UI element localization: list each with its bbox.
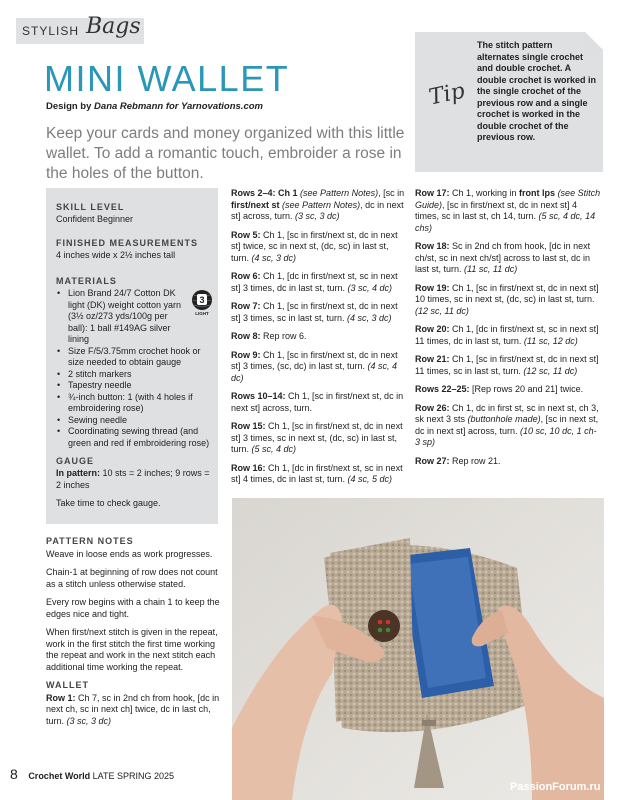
row-count: (3 sc, 3 dc) [66, 715, 112, 726]
instructions-column-3 [415, 188, 601, 474]
row-count: (4 sc, 3 dc) [347, 312, 392, 323]
pattern-notes-heading: PATTERN NOTES [46, 536, 134, 546]
row-label: Row 27: [415, 455, 450, 466]
issue-date: LATE SPRING 2025 [92, 771, 175, 781]
row-entry [231, 331, 407, 343]
row-count: (3 sc, 3 dc) [295, 211, 340, 221]
section-word: STYLISH [22, 24, 80, 38]
row-label: Row 9: [231, 349, 261, 360]
material-item: • ¾-inch button: 1 (with 4 holes if embroidering rose) [66, 392, 218, 415]
row-entry [415, 456, 601, 468]
row-entry [231, 463, 407, 486]
row-count: (12 sc, 11 dc) [415, 305, 469, 316]
row-entry [231, 271, 407, 294]
magazine-name: Crochet World [28, 771, 91, 781]
row-text: Sc in 2nd ch from hook, [dc in next ch/st, sc in next ch/st] across to last st, dc in last st, turn. [415, 241, 591, 274]
row-1 [46, 693, 221, 728]
row-entry [231, 230, 407, 265]
row-text: Ch 1, [dc in first/next st, sc in next st] 11 times, dc in last st, turn. [415, 324, 599, 346]
row-text: Rep row 21. [449, 455, 501, 466]
wallet-heading: WALLET [46, 680, 89, 690]
skill-level: Confident Beginner [56, 214, 134, 224]
row-text: Ch 1, [sc in first/next st, dc in next st] 3 times, sc in last st, turn. [231, 301, 398, 323]
row-note: (see Pattern Notes) [282, 199, 361, 210]
row-term: first/next st [231, 199, 280, 210]
row-count: (4 sc, 5 dc) [347, 474, 393, 484]
row-label: Rows 10–14: [231, 391, 286, 401]
yarn-weight-icon [188, 288, 216, 316]
pattern-notes [46, 536, 221, 734]
row-label: Row 26: [415, 402, 450, 413]
row-entry [415, 384, 601, 396]
row-text: Ch 1, working in [449, 188, 520, 198]
row-label: Row 21: [415, 354, 450, 364]
tip-label: Tip [426, 78, 468, 111]
gauge-value: 10 sts = 2 inches; 9 rows = 2 inches [56, 468, 210, 490]
row-label: Row 19: [415, 282, 450, 293]
byline-prefix: Design by [46, 101, 95, 112]
pattern-note: Chain-1 at beginning of row does not count as a stitch unless otherwise stated. [46, 567, 218, 589]
pattern-note: Every row begins with a chain 1 to keep the edges nice and tight. [46, 597, 220, 619]
row-note: (see Pattern Notes) [300, 188, 379, 198]
byline-designer: Dana Rebmann for Yarnovations.com [94, 101, 263, 112]
intro-text: Keep your cards and money organized with this little wallet. To add a romantic touch, embroider a rose in the holes of the button. [46, 125, 405, 182]
row-text: Ch 1, dc in first st, sc in next st, ch 3, sk next 3 sts [415, 402, 599, 424]
row-term: front lps [519, 188, 556, 198]
row-label: Row 1: [46, 692, 76, 703]
row-label: Row 17: [415, 188, 450, 198]
skill-level-heading: SKILL LEVEL [56, 202, 125, 212]
measurements-heading: FINISHED MEASUREMENTS [56, 238, 199, 248]
row-entry [231, 350, 407, 385]
row-entry [415, 241, 601, 276]
material-item: • Lion Brand 24/7 Cotton DK light (DK) weight cotton yarn (3½ oz/273 yds/100g per ball): 1 ball #149AG silver lining [66, 288, 186, 346]
gauge-note: Take time to check gauge. [56, 498, 161, 508]
row-entry [231, 188, 407, 223]
yarn-weight-number: 3 [199, 295, 205, 305]
wallet-illustration [232, 498, 604, 800]
gauge [56, 468, 212, 491]
row-label: Row 5: [231, 229, 261, 240]
section-tag [16, 14, 144, 44]
row-text: Rep row 6. [260, 331, 307, 341]
row-text: Ch 1, [sc in first/next st, dc in next st] across, turn. [231, 391, 404, 413]
material-item: • Sewing needle [66, 415, 216, 427]
row-text: , dc in next st] across, turn. [231, 199, 404, 221]
pattern-note: Weave in loose ends as work progresses. [46, 548, 213, 559]
row-entry [415, 403, 601, 449]
row-text: Ch 1, [sc in first/next st, dc in next st] twice, sc in next st, (dc, sc) in last st, turn. [231, 229, 398, 263]
material-item: • Size F/5/3.75mm crochet hook or size needed to obtain gauge [66, 346, 218, 369]
row-text: Ch 7, sc in 2nd ch from hook, [dc in next ch, sc in next ch] twice, dc in last ch, turn. [46, 692, 220, 726]
materials-heading: MATERIALS [56, 276, 117, 286]
watermark: PassionForum.ru [510, 781, 601, 793]
row-label: Row 15: [231, 421, 266, 431]
row-label: Rows 22–25: [415, 384, 470, 394]
row-text: Ch 1, [sc in first/next st, dc in next st] 3 times, sc in next st, (dc, sc) in last st, turn. [231, 421, 403, 454]
tip-text: The stitch pattern alternates single crochet and double crochet. A double crochet is worked in the single crochet of the previous row and a single crochet is worked in the double crochet of the previous row. [477, 40, 597, 142]
row-label: Row 7: [231, 301, 261, 311]
row-entry [415, 354, 601, 377]
row-text: Ch 1, [sc in first/next st, dc in next st] 11 times, sc in last st, turn. [415, 354, 599, 376]
material-item: • Tapestry needle [66, 380, 216, 392]
row-note: (see Stitch Guide) [415, 188, 601, 210]
wallet-photo [232, 498, 604, 800]
row-entry [415, 283, 601, 318]
row-label: Row 8: [231, 331, 261, 341]
row-label: Row 16: [231, 462, 266, 473]
row-count: (4 sc, 3 dc) [251, 252, 297, 263]
page-number: 8 [10, 766, 18, 782]
page-footer [10, 766, 174, 782]
byline [46, 101, 263, 112]
row-entry [415, 188, 601, 234]
row-label: Row 20: [415, 324, 450, 334]
section-script: Bags [86, 14, 141, 39]
row-text: [Rep rows 20 and 21] twice. [469, 384, 584, 394]
material-item: • 2 stitch markers [66, 369, 216, 381]
row-entry [231, 391, 407, 414]
page-title: MINI WALLET [44, 58, 290, 99]
row-text: , [sc in first/next st, dc in next st] 4 times, sc in last st, ch 14, turn. [415, 199, 578, 221]
material-item: • Coordinating sewing thread (and green and red if embroidering rose) [66, 426, 218, 449]
row-text: Ch 1, [dc in first/next st, sc in next st] 3 times, dc in last st, turn. [231, 271, 398, 293]
row-count: (5 sc, 4 dc) [251, 444, 297, 454]
row-label: Row 6: [231, 271, 261, 281]
row-text: Ch 1, [sc in first/next st, dc in next st] 10 times, sc in next st, (dc, sc) in last st, turn. [415, 282, 599, 304]
row-entry [231, 421, 407, 456]
row-count: (3 sc, 4 dc) [347, 282, 393, 293]
measurements: 4 inches wide x 2½ inches tall [56, 250, 176, 260]
row-entry [415, 324, 601, 347]
row-note: (buttonhole made) [467, 414, 541, 424]
yarn-weight-label: LIGHT [195, 311, 209, 316]
row-text: Ch 1, [dc in first/next st, sc in next st] 4 times, dc in last st, turn. [231, 462, 403, 484]
tip-box [415, 32, 603, 172]
pattern-note: When first/next stitch is given in the repeat, work in the first stitch the first time working the repeat and work in the next stitch each additional time working the repeat. [46, 627, 218, 672]
materials-sidebar [46, 188, 218, 524]
row-count: (11 sc, 12 dc) [523, 335, 578, 346]
gauge-heading: GAUGE [56, 456, 95, 466]
row-count: (11 sc, 11 dc) [464, 264, 518, 274]
materials-block [56, 288, 216, 449]
row-label: Rows 2–4: Ch 1 [231, 188, 298, 198]
gauge-label: In pattern: [56, 468, 100, 478]
instructions-column-2 [231, 188, 407, 493]
row-count: (12 sc, 11 dc) [523, 365, 578, 376]
row-count: (10 sc, 10 dc, 1 ch-3 sp) [415, 425, 597, 447]
row-entry [231, 301, 407, 324]
row-count: (4 sc, 4 dc) [231, 361, 398, 383]
row-text: Ch 1, [sc in first/next st, dc in next st] 3 times, (sc, dc) in last st, turn. [231, 349, 398, 371]
row-count: (5 sc, 4 dc, 14 chs) [415, 211, 596, 233]
row-text: , [sc in next st, dc in next st] across, turn. [415, 414, 599, 436]
row-text: , [sc in [378, 188, 405, 198]
row-label: Row 18: [415, 241, 450, 251]
